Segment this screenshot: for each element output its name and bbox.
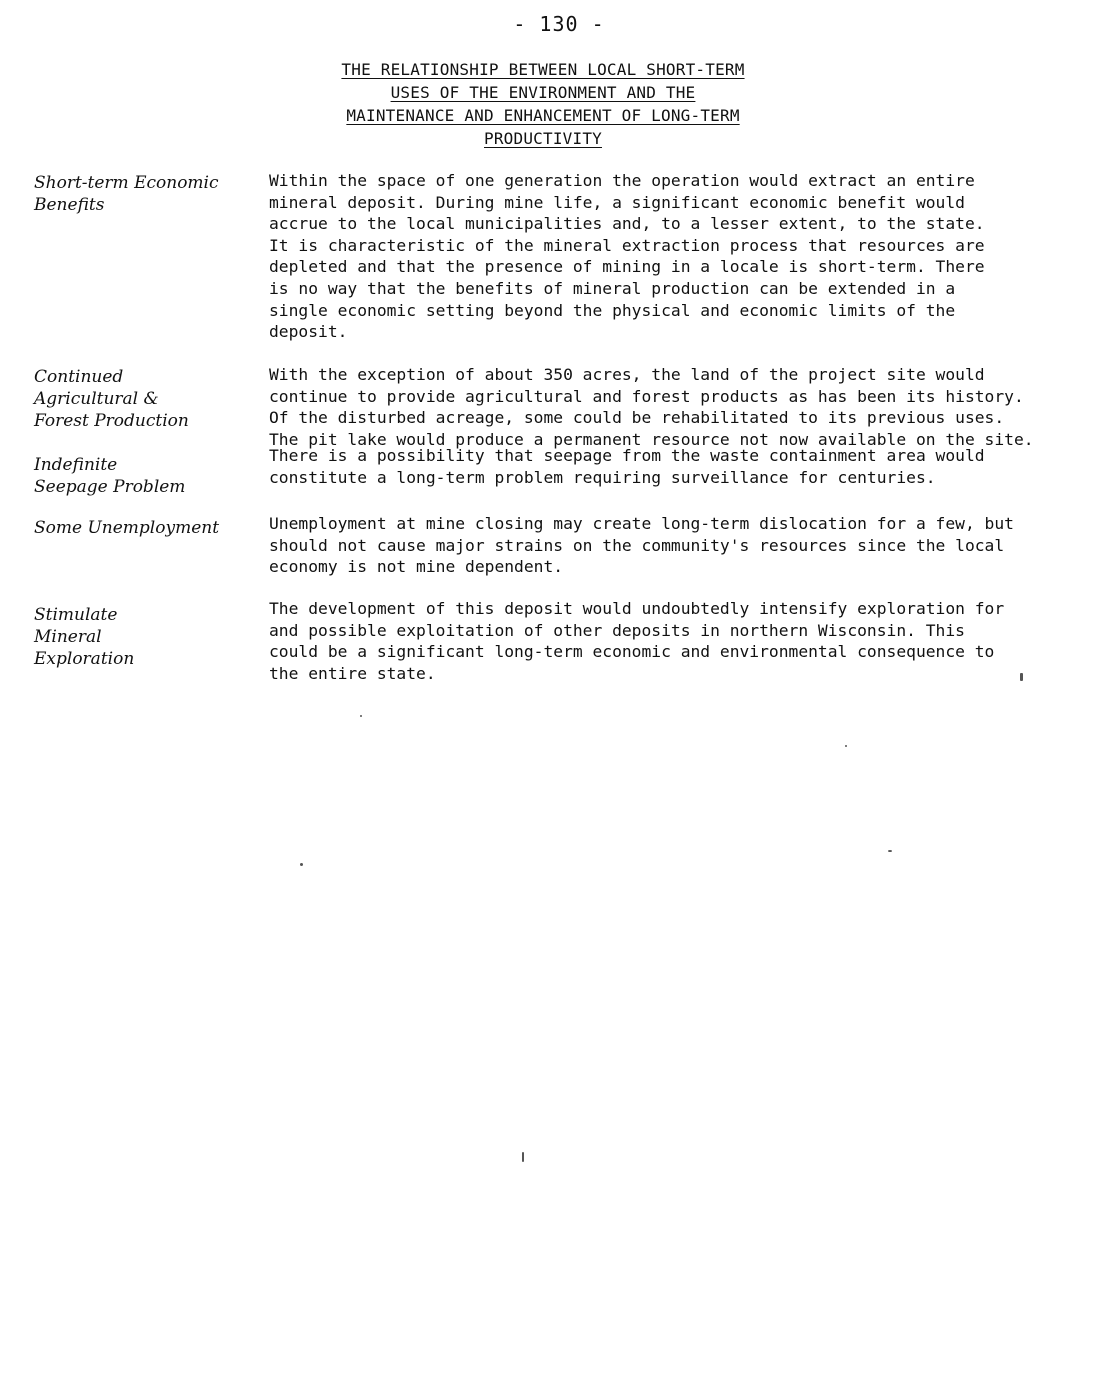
title-line-1: THE RELATIONSHIP BETWEEN LOCAL SHORT-TERM <box>341 60 745 79</box>
scan-speck <box>360 715 362 717</box>
side-label: Indefinite Seepage Problem <box>34 455 186 497</box>
scan-speck <box>888 850 892 852</box>
title-line-3: MAINTENANCE AND ENHANCEMENT OF LONG-TERM <box>346 106 740 125</box>
page-title <box>0 58 1086 150</box>
section-text: Unemployment at mine closing may create long-term dislocation for a few, but should not cause major strains on the community's resources since the local economy is not mine dependent. <box>269 514 1014 577</box>
title-line-2: USES OF THE ENVIRONMENT AND THE <box>390 83 696 102</box>
scan-speck <box>300 863 303 866</box>
section-text: There is a possibility that seepage from the waste containment area would constitute a long-term problem requiring surveillance for centuries. <box>269 446 985 487</box>
side-label: Short-term Economic Benefits <box>34 173 219 215</box>
page-number: - 130 - <box>513 12 605 36</box>
scan-speck <box>845 745 847 747</box>
section-text: The development of this deposit would undoubtedly intensify exploration for and possible exploitation of other deposits in northern Wisconsin. This could be a significant long-term economic and environmental consequence to the entire state. <box>269 599 1005 683</box>
section-text: Within the space of one generation the operation would extract an entire mineral deposit. During mine life, a significant economic benefit would accrue to the local municipalities and, to a lesser extent, to the state. It is characteristic of the mineral extraction process that resources are depleted and that the presence of mining in a locale is short-term. There is no way that the benefits of mineral production can be extended in a single economic setting beyond the physical and economic limits of the deposit. <box>269 171 985 342</box>
side-label: Stimulate Mineral Exploration <box>34 605 135 669</box>
side-label: Continued Agricultural & Forest Production <box>34 367 189 431</box>
scan-speck <box>522 1152 524 1162</box>
section-text: With the exception of about 350 acres, the land of the project site would continue to provide agricultural and forest products as has been its history. Of the disturbed acreage, some could be rehabilitated to its previous uses. The pit lake would produce a permanent resource not now available on the site. <box>269 365 1034 449</box>
title-line-4: PRODUCTIVITY <box>484 129 602 148</box>
side-label: Some Unemployment <box>34 518 220 538</box>
scan-speck <box>1020 673 1023 681</box>
